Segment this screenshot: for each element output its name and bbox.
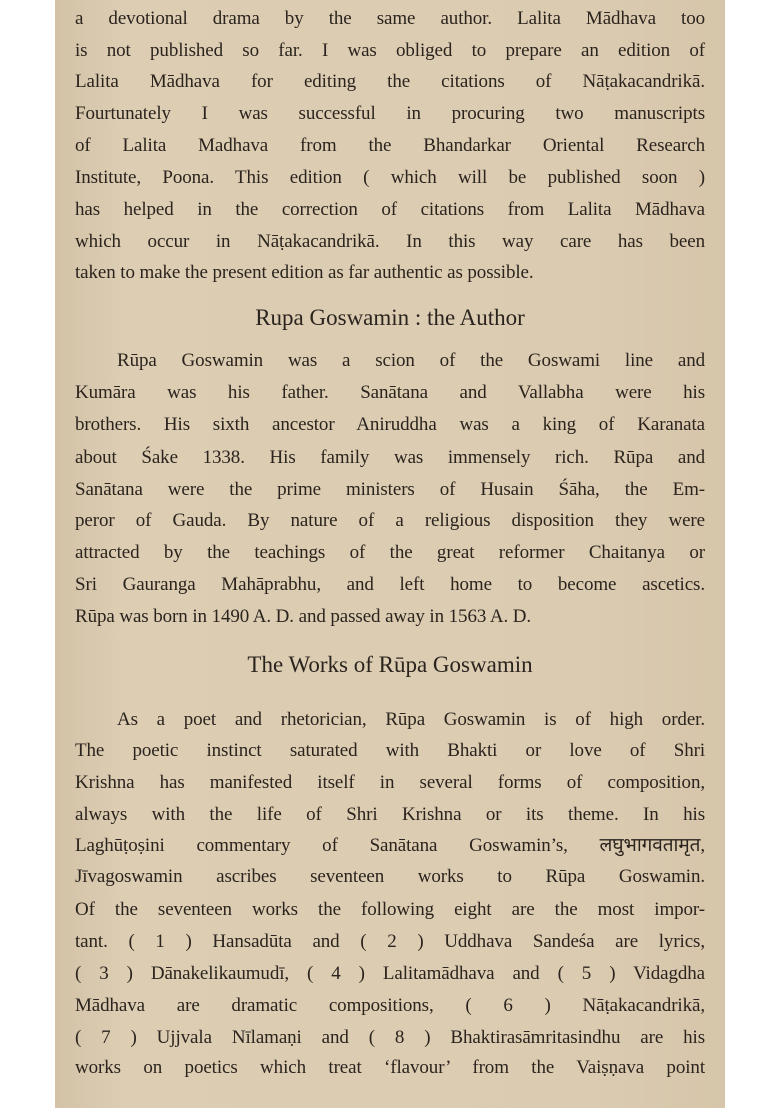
text-line: has helped in the correction of citations from Lalita Mādhava bbox=[75, 199, 705, 220]
text-line: tant. ( 1 ) Hansadūta and ( 2 ) Uddhava Sandeśa are lyrics, bbox=[75, 931, 705, 952]
section-heading-author: Rupa Goswamin : the Author bbox=[255, 305, 525, 330]
text-line: about Śake 1338. His family was immensely rich. Rūpa and bbox=[75, 447, 705, 468]
text-line: Rūpa Goswamin was a scion of the Goswami line and bbox=[117, 350, 705, 371]
text-line: works on poetics which treat ‘flavour’ from the Vaiṣṇava point bbox=[75, 1057, 705, 1078]
text-line: which occur in Nāṭakacandrikā. In this way care has been bbox=[75, 231, 705, 252]
text-line: Kumāra was his father. Sanātana and Vallabha were his bbox=[75, 382, 705, 403]
text-line: peror of Gauda. By nature of a religious disposition they were bbox=[75, 510, 705, 531]
text-line: always with the life of Shri Krishna or its theme. In his bbox=[75, 804, 705, 825]
text-line: The poetic instinct saturated with Bhakti or love of Shri bbox=[75, 740, 705, 761]
text-line: Laghūṭoṣini commentary of Sanātana Goswamin’s, लघुभागवतामृत, bbox=[75, 835, 705, 856]
text-line: attracted by the teachings of the great reformer Chaitanya or bbox=[75, 542, 705, 563]
text-line: Krishna has manifested itself in several forms of composition, bbox=[75, 772, 705, 793]
text-line: As a poet and rhetorician, Rūpa Goswamin is of high order. bbox=[117, 709, 705, 730]
text-line: Fourtunately I was successful in procuring two manuscripts bbox=[75, 103, 705, 124]
text-line: Lalita Mādhava for editing the citations of Nāṭakacandrikā. bbox=[75, 71, 705, 92]
text-line: ( 3 ) Dānakelikaumudī, ( 4 ) Lalitamādhava and ( 5 ) Vidagdha bbox=[75, 963, 705, 984]
text-line: Sri Gauranga Mahāprabhu, and left home to become ascetics. bbox=[75, 574, 705, 595]
text-line: taken to make the present edition as far authentic as possible. bbox=[75, 262, 534, 283]
text-line: Sanātana were the prime ministers of Husain Śāha, the Em- bbox=[75, 479, 705, 500]
text-line: Institute, Poona. This edition ( which will be published soon ) bbox=[75, 167, 705, 188]
text-line: a devotional drama by the same author. Lalita Mādhava too bbox=[75, 8, 705, 29]
text-line: is not published so far. I was obliged to prepare an edition of bbox=[75, 40, 705, 61]
section-heading-works: The Works of Rūpa Goswamin bbox=[247, 652, 533, 677]
text-line: Rūpa was born in 1490 A. D. and passed away in 1563 A. D. bbox=[75, 606, 532, 627]
text-line: Of the seventeen works the following eight are the most impor- bbox=[75, 899, 705, 920]
text-line: ( 7 ) Ujjvala Nīlamaṇi and ( 8 ) Bhaktirasāmritasindhu are his bbox=[75, 1027, 705, 1048]
text-line: Jīvagoswamin ascribes seventeen works to Rūpa Goswamin. bbox=[75, 866, 705, 887]
text-line: Mādhava are dramatic compositions, ( 6 ) Nāṭakacandrikā, bbox=[75, 995, 705, 1016]
text-line: brothers. His sixth ancestor Aniruddha was a king of Karanata bbox=[75, 414, 705, 435]
text-line: of Lalita Madhava from the Bhandarkar Oriental Research bbox=[75, 135, 705, 156]
